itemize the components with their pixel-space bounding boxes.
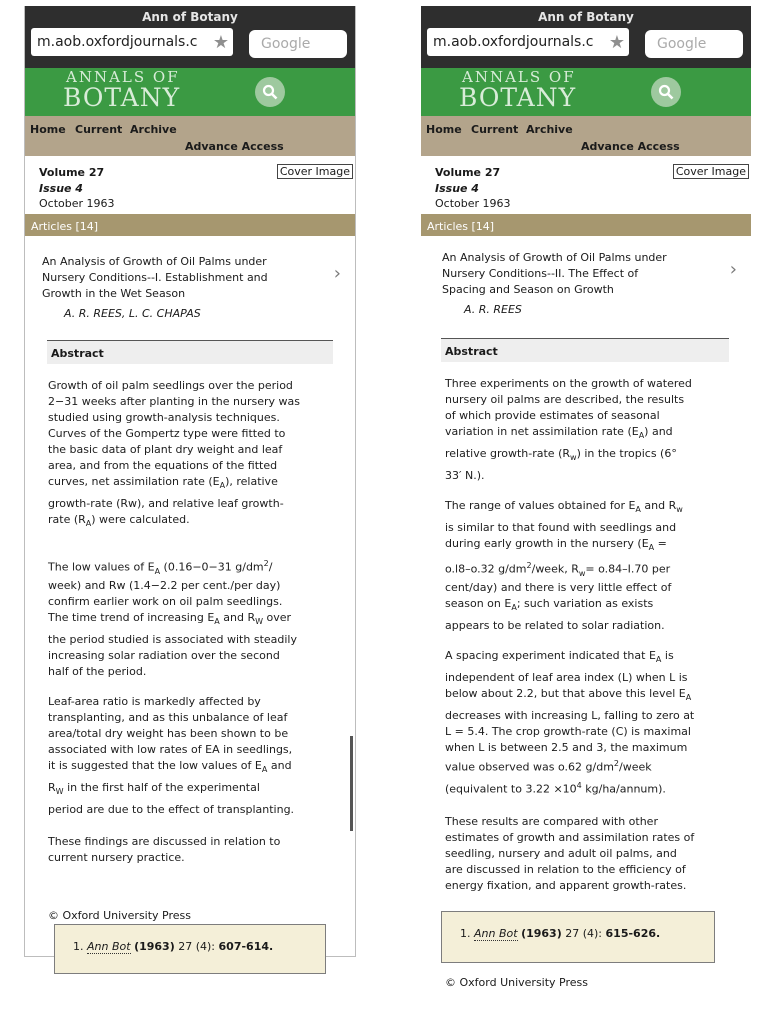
text-line: 33′ N.). bbox=[445, 469, 485, 482]
text-line: 2−31 weeks after planting in the nursery was bbox=[48, 395, 300, 408]
text-line: appears to be related to solar radiation. bbox=[445, 619, 665, 632]
text-line: Growth of oil palm seedlings over the period bbox=[48, 379, 293, 392]
abstract-paragraph-1 bbox=[445, 376, 751, 484]
nav-home[interactable]: Home bbox=[30, 123, 66, 136]
text-line: seedling, nursery and adult oil palms, and bbox=[445, 847, 677, 860]
text-line: curves, net assimilation rate $(E_A)$, relative bbox=[48, 475, 278, 491]
text-line: A spacing experiment indicated that $E_A$ is bbox=[445, 649, 674, 665]
citation-year: (1963) bbox=[521, 927, 562, 940]
abstract-paragraph-4 bbox=[445, 814, 751, 894]
nav-advance-access[interactable]: Advance Access bbox=[185, 140, 284, 153]
citation-box[interactable] bbox=[441, 911, 715, 963]
text-line: transplanting, and as this unbalance of leaf bbox=[48, 711, 288, 725]
text-line: half of the period. bbox=[48, 665, 147, 679]
search-button[interactable] bbox=[255, 77, 285, 107]
text-line: rate $(R_A)$ were calculated. bbox=[48, 513, 190, 529]
article-title-line: Growth in the Wet Season bbox=[42, 287, 186, 300]
abstract-paragraph-4 bbox=[48, 834, 355, 866]
text-line: independent of leaf area index (L) when L is bbox=[445, 671, 688, 684]
text-line: during early growth in the nursery ($E_A$ = bbox=[445, 537, 667, 553]
issue-label: Issue 4 bbox=[39, 182, 83, 195]
window-title: Ann of Botany bbox=[538, 10, 634, 24]
logo-line1: ANNALS OF bbox=[462, 68, 576, 86]
issue-label: Issue 4 bbox=[435, 182, 479, 195]
copyright-notice: © Oxford University Press bbox=[48, 909, 192, 922]
abstract-paragraph-3 bbox=[445, 648, 751, 800]
browser-toolbar bbox=[421, 6, 751, 68]
text-line: decreases with increasing L, falling to zero at bbox=[445, 709, 695, 722]
nav-current[interactable]: Current bbox=[75, 123, 123, 136]
text-line: week) and Rw (1.4−2.2 per cent./per day) bbox=[48, 579, 281, 593]
search-icon bbox=[658, 84, 674, 100]
citation-journal[interactable]: Ann Bot bbox=[87, 940, 131, 953]
text-line: current nursery practice. bbox=[48, 851, 185, 865]
text-line: of which provide estimates of seasonal bbox=[445, 409, 660, 422]
logo-line2: BOTANY bbox=[63, 83, 181, 112]
text-line: increasing solar radiation over the second bbox=[48, 649, 280, 663]
text-line: The low values of $E_A$ (0.16−0−31 $g/dm^2/$ bbox=[48, 559, 273, 577]
text-line: the basic data of plant dry weight and leaf bbox=[48, 443, 283, 456]
issue-info bbox=[421, 156, 751, 208]
text-line: (equivalent to $3.22 \times 10^4$ kg/ha/annum). bbox=[445, 781, 666, 796]
citation-pages: 615-626. bbox=[605, 927, 661, 940]
text-line: Leaf-area ratio is markedly affected by bbox=[48, 695, 261, 709]
volume-label: Volume 27 bbox=[435, 166, 501, 179]
journal-banner bbox=[25, 68, 355, 116]
article-title-line: An Analysis of Growth of Oil Palms under bbox=[42, 255, 267, 268]
nav-current[interactable]: Current bbox=[471, 123, 519, 136]
articles-bar[interactable]: Articles [14] bbox=[421, 214, 751, 236]
text-line: it is suggested that the low values of $E_A$ and bbox=[48, 759, 292, 775]
text-line: is similar to that found with seedlings and bbox=[445, 521, 677, 534]
article-title-line: Nursery Conditions--I. Establishment and bbox=[42, 271, 268, 284]
nav-archive[interactable]: Archive bbox=[130, 123, 177, 136]
text-line: period are due to the effect of transplanting. bbox=[48, 803, 295, 817]
text-line: variation in net assimilation rate $(E_A)$ and bbox=[445, 425, 673, 441]
issue-info bbox=[25, 156, 355, 208]
search-icon bbox=[262, 84, 278, 100]
text-line: o.l8–o.32 $g/dm^2$/week, $R_w= o.84-I.70$ per bbox=[445, 561, 671, 578]
article-title-line: Spacing and Season on Growth bbox=[442, 283, 614, 296]
text-line: The range of values obtained for $E_A$ and $R_w$ bbox=[445, 499, 683, 515]
text-line: L = 5.4. The crop growth-rate (C) is maximal bbox=[445, 725, 691, 738]
text-line: $R_W$ in the first half of the experimental bbox=[48, 781, 260, 797]
logo-line1: ANNALS OF bbox=[66, 68, 180, 86]
window-title: Ann of Botany bbox=[142, 10, 238, 24]
search-field[interactable]: Google bbox=[249, 30, 347, 58]
articles-bar[interactable]: Articles [14] bbox=[25, 214, 355, 236]
volume-label: Volume 27 bbox=[39, 166, 105, 179]
nav-bar bbox=[421, 116, 751, 156]
citation-volume: 27 (4): bbox=[565, 927, 603, 940]
citation-number: 1. bbox=[73, 940, 84, 953]
left-screen bbox=[24, 6, 356, 957]
nav-archive[interactable]: Archive bbox=[526, 123, 573, 136]
text-line: associated with low rates of EA in seedlings, bbox=[48, 743, 293, 757]
scrollbar[interactable] bbox=[350, 736, 353, 831]
citation-box[interactable] bbox=[54, 924, 326, 974]
citation-number: 1. bbox=[460, 927, 471, 940]
abstract-paragraph-3 bbox=[48, 694, 355, 818]
text-line: These results are compared with other bbox=[445, 815, 658, 828]
article-link-2[interactable] bbox=[442, 250, 751, 338]
article-title-line: Nursery Conditions--II. The Effect of bbox=[442, 267, 639, 280]
bookmark-star-icon[interactable]: ★ bbox=[212, 32, 229, 53]
text-line: when L is between 2.5 and 3, the maximum bbox=[445, 741, 688, 754]
text-line: confirm earlier work on oil palm seedlings. bbox=[48, 595, 283, 609]
text-line: The time trend of increasing $E_A$ and $R_W$ over bbox=[48, 611, 292, 627]
journal-logo[interactable] bbox=[63, 70, 180, 110]
text-line: energy fixation, and apparent growth-rates. bbox=[445, 879, 687, 892]
nav-home[interactable]: Home bbox=[426, 123, 462, 136]
citation-volume: 27 (4): bbox=[178, 940, 216, 953]
text-line: nursery oil palms are described, the results bbox=[445, 393, 685, 406]
text-line: season on $E_A$; such variation as exists bbox=[445, 597, 654, 613]
text-line: below about 2.2, but that above this level $E_A$ bbox=[445, 687, 692, 703]
right-screen bbox=[421, 6, 751, 996]
cover-image-link[interactable]: Cover Image bbox=[277, 164, 353, 179]
text-line: studied using growth-analysis techniques. bbox=[48, 411, 280, 424]
copyright-notice: © Oxford University Press bbox=[445, 976, 589, 989]
article-title-line: An Analysis of Growth of Oil Palms under bbox=[442, 251, 667, 264]
citation-year: (1963) bbox=[134, 940, 175, 953]
text-line: area, and from the equations of the fitted bbox=[48, 459, 278, 472]
journal-banner bbox=[421, 68, 751, 116]
bookmark-star-icon[interactable]: ★ bbox=[608, 32, 625, 53]
text-line: estimates of growth and assimilation rates of bbox=[445, 831, 695, 844]
text-line: are discussed in relation to the efficiency of bbox=[445, 863, 686, 876]
url-field[interactable] bbox=[427, 28, 629, 56]
text-line: Three experiments on the growth of watered bbox=[445, 377, 692, 390]
abstract-paragraph-1 bbox=[48, 378, 355, 532]
abstract-heading: Abstract bbox=[441, 338, 729, 362]
url-text: m.aob.oxfordjournals.c bbox=[37, 34, 198, 50]
text-line: value observed was o.62 $g/dm^2$/week bbox=[445, 759, 652, 774]
abstract-paragraph-2 bbox=[445, 498, 751, 634]
citation-journal[interactable]: Ann Bot bbox=[474, 927, 518, 940]
journal-logo[interactable] bbox=[459, 70, 576, 110]
chevron-right-icon[interactable]: › bbox=[333, 263, 341, 284]
text-line: growth-rate (Rw), and relative leaf growth- bbox=[48, 497, 284, 510]
article-authors: A. R. REES bbox=[464, 303, 522, 316]
nav-bar bbox=[25, 116, 355, 156]
citation-pages: 607-614. bbox=[218, 940, 274, 953]
issue-date: October 1963 bbox=[435, 197, 511, 210]
browser-toolbar bbox=[25, 6, 355, 68]
search-field[interactable]: Google bbox=[645, 30, 743, 58]
url-text: m.aob.oxfordjournals.c bbox=[433, 34, 594, 50]
cover-image-link[interactable]: Cover Image bbox=[673, 164, 749, 179]
abstract-heading: Abstract bbox=[47, 340, 333, 364]
search-button[interactable] bbox=[651, 77, 681, 107]
text-line: cent/day) and there is very little effect of bbox=[445, 581, 672, 594]
article-authors: A. R. REES, L. C. CHAPAS bbox=[64, 307, 201, 320]
issue-date: October 1963 bbox=[39, 197, 115, 210]
text-line: Curves of the Gompertz type were fitted to bbox=[48, 427, 286, 440]
chevron-right-icon[interactable]: › bbox=[729, 259, 737, 280]
logo-line2: BOTANY bbox=[459, 83, 577, 112]
article-link-1[interactable] bbox=[42, 254, 355, 340]
text-line: the period studied is associated with steadily bbox=[48, 633, 297, 647]
text-line: relative growth-rate $(R_w)$ in the tropics (6° bbox=[445, 447, 677, 463]
text-line: These findings are discussed in relation to bbox=[48, 835, 281, 849]
abstract-paragraph-2 bbox=[48, 556, 355, 680]
text-line: area/total dry weight has been shown to be bbox=[48, 727, 289, 741]
url-field[interactable] bbox=[31, 28, 233, 56]
nav-advance-access[interactable]: Advance Access bbox=[581, 140, 680, 153]
